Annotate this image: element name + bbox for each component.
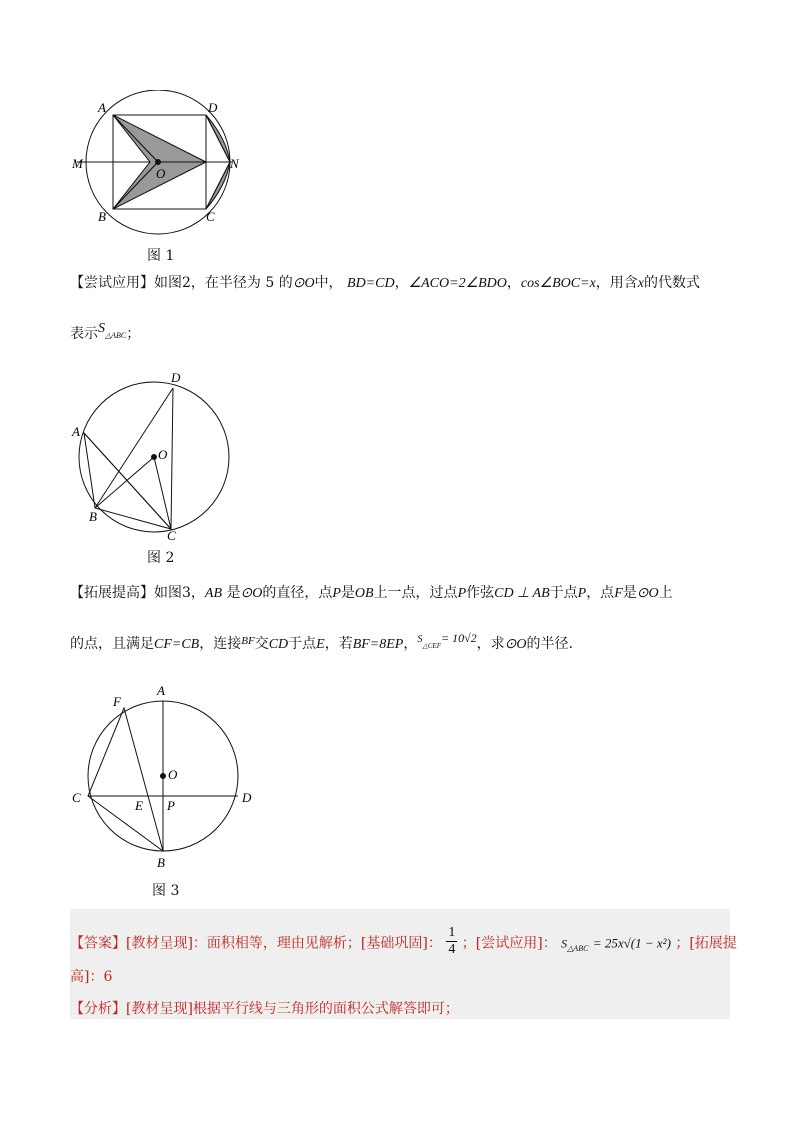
- fig3-label-b: B: [157, 855, 165, 870]
- fraction-numerator: 1: [448, 925, 456, 940]
- apply-text-1a: 如图2，在半径为 5 的: [154, 275, 293, 291]
- extend-ob: OB: [354, 586, 374, 601]
- extend-text-1e: 上一点，过点: [373, 585, 458, 601]
- extend-text-1b: 是: [226, 585, 241, 601]
- figure-3: [65, 678, 265, 873]
- extend-text-1j: 上: [658, 585, 673, 601]
- answer-expression: = 25x√(1 − x²): [592, 935, 671, 951]
- extend-f: F: [614, 586, 623, 601]
- extend-circle-o-2: ⊙O: [636, 586, 659, 601]
- answer-s-sub: △ABC: [567, 943, 589, 953]
- apply-eq-cos: cos∠BOC=x: [520, 276, 596, 291]
- extend-text-1h: ，点: [586, 585, 615, 601]
- fig2-label-o: O: [158, 447, 168, 462]
- extend-text-2b: ，连接: [199, 636, 242, 652]
- fig1-label-m: M: [72, 156, 83, 171]
- extend-circle-o-3: ⊙O: [504, 637, 527, 652]
- fig3-label-a: A: [157, 683, 165, 698]
- extend-s: S: [417, 634, 423, 645]
- analysis-line: [70, 999, 459, 1019]
- extend-text-2e: ，若: [324, 636, 353, 652]
- extend-bf: BF: [241, 635, 255, 647]
- extend-p-2: P: [457, 586, 467, 601]
- fig2-label-a: A: [72, 424, 80, 439]
- apply-x: x: [637, 276, 644, 291]
- extend-ab: AB: [204, 586, 223, 601]
- fig2-diagram: [79, 382, 229, 532]
- answer-text-1: [教材呈现]：面积相等，理由见解析；[基础巩固]：: [126, 935, 442, 952]
- answer-s: S: [561, 936, 568, 951]
- fig3-label-c: C: [72, 790, 81, 805]
- extend-text-1c: 的直径，点: [262, 585, 333, 601]
- extend-text-2f: ，求: [476, 636, 505, 652]
- extend-line-2: [70, 631, 573, 656]
- answer-line-1: [70, 927, 737, 960]
- apply-comma-1: ，: [394, 275, 409, 291]
- figure-2: [65, 365, 245, 540]
- fig1-label-a: A: [98, 100, 106, 115]
- fraction-denominator: 4: [448, 942, 456, 957]
- extend-eq-bf: BF=8EP: [352, 637, 404, 652]
- answer-line-2: 高]：6: [70, 969, 113, 985]
- apply-eq-bd-cd: BD=CD: [347, 276, 395, 291]
- extend-s-value: = 10√2: [440, 631, 477, 645]
- extend-eq-cf-cb: CF=CB: [154, 637, 200, 652]
- figure-1: [60, 90, 260, 240]
- extend-e: E: [316, 637, 325, 652]
- answer-tag: 【答案】: [70, 935, 126, 952]
- fig2-label-c: C: [167, 528, 176, 540]
- fig3-diagram: [88, 701, 238, 851]
- apply-eq-angle: ∠ACO=2∠BDO: [408, 276, 507, 291]
- apply-s-sub: △ABC: [105, 331, 127, 340]
- extend-circle-o-1: ⊙O: [240, 586, 263, 601]
- apply-s: S: [98, 321, 105, 336]
- extend-cd: CD: [268, 637, 289, 652]
- fig1-label-d: D: [208, 100, 218, 115]
- apply-comma-2: ，: [506, 275, 521, 291]
- fig3-label-e: E: [135, 798, 143, 813]
- fig1-label-c: C: [206, 209, 215, 224]
- fig1-label-b: B: [98, 209, 106, 224]
- fig3-label-f: F: [113, 694, 121, 709]
- analysis-text: [教材呈现]根据平行线与三角形的面积公式解答即可；: [126, 1001, 459, 1017]
- extend-text-1d: 是: [340, 585, 355, 601]
- fig3-caption: 图 3: [152, 883, 180, 899]
- fig2-label-d: D: [171, 370, 181, 385]
- apply-text-1d: 的代数式: [644, 275, 700, 291]
- extend-text-1g: 于点: [549, 585, 578, 601]
- extend-p-1: P: [332, 586, 341, 601]
- analysis-tag: 【分析】: [70, 1001, 126, 1017]
- fig3-label-o: O: [168, 767, 178, 782]
- apply-line-1: [70, 273, 700, 294]
- fig3-label-p: P: [167, 798, 175, 813]
- extend-line-1: [70, 583, 673, 604]
- fig3-label-d: D: [242, 790, 252, 805]
- extend-text-1i: 是: [622, 585, 637, 601]
- apply-tag: 【尝试应用】: [70, 275, 154, 291]
- fig1-caption: 图 1: [147, 248, 175, 264]
- extend-tag: 【拓展提高】: [70, 585, 154, 601]
- extend-perp: CD ⊥ AB: [494, 586, 550, 601]
- apply-circle-o: ⊙O: [292, 276, 315, 291]
- extend-comma: ，: [403, 636, 418, 652]
- answer-fraction: [446, 925, 457, 958]
- extend-text-1f: 作弦: [466, 585, 495, 601]
- apply-text-1b: 中，: [314, 275, 343, 291]
- apply-text-2a: 表示: [70, 326, 98, 342]
- extend-text-2c: 交: [254, 636, 269, 652]
- extend-text-2d: 于点: [288, 636, 317, 652]
- answer-text-2: ；[尝试应用]：: [461, 935, 557, 952]
- extend-text-2a: 的点，且满足: [70, 636, 154, 652]
- apply-line-2: [70, 321, 141, 346]
- fig1-label-n: N: [230, 156, 239, 171]
- apply-text-2b: ；: [126, 326, 141, 342]
- extend-p-3: P: [577, 586, 587, 601]
- fig2-caption: 图 2: [147, 550, 175, 566]
- fig2-label-b: B: [89, 509, 97, 524]
- fig1-label-o: O: [156, 166, 166, 181]
- extend-text-1a: 如图3，: [154, 585, 205, 601]
- answer-text-3: ；[拓展提: [675, 935, 737, 952]
- extend-text-2g: 的半径.: [526, 636, 573, 652]
- apply-text-1c: ，用含: [595, 275, 638, 291]
- extend-s-sub: △CEF: [422, 642, 441, 650]
